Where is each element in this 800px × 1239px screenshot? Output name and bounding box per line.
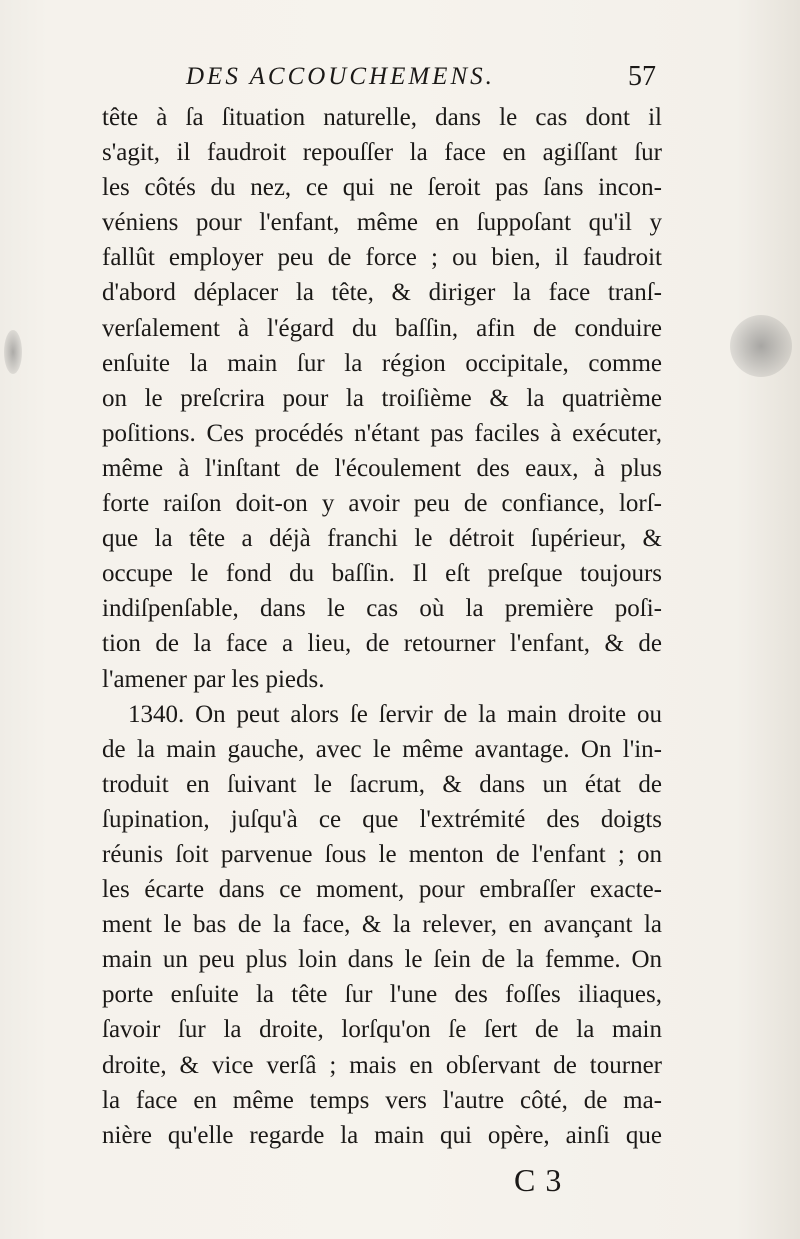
text-line: tête à ſa ſituation naturelle, dans le cas dont il [102,104,662,131]
text-line: de la main gauche, avec le même avantage. On l'in- [102,735,662,763]
text-line: fallût employer peu de force ; ou bien, il faudroit [102,244,662,272]
signature-mark: C 3 [514,1162,563,1198]
text-line: ſupination, juſqu'à ce que l'extrémité des doigts [102,805,662,833]
paper-stain-right [730,315,792,377]
text-line: ſavoir ſur la droite, lorſqu'on ſe ſert de la main [102,1016,662,1044]
text-line: véniens pour l'enfant, même en ſuppoſant qu'il y [102,209,662,237]
page-number: 57 [628,61,656,92]
body-text [102,100,662,1153]
text-line: poſitions. Ces procédés n'étant pas faciles à exécuter, [102,419,662,447]
text-line: les écarte dans ce moment, pour embraſſer exacte- [102,876,662,904]
text-line: verſalement à l'égard du baſſin, afin de conduire [102,314,662,342]
text-line: on le preſcrira pour la troiſième & la quatrième [102,384,662,412]
paper-stain-left [4,330,22,374]
text-line: tion de la face a lieu, de retourner l'enfant, & de [102,630,662,658]
text-line: main un peu plus loin dans le ſein de la femme. On [102,946,662,974]
text-line: même à l'inſtant de l'écoulement des eaux, à plus [102,454,662,482]
paragraph-number-line: 1340. On peut alors ſe ſervir de la main droite ou [128,700,662,728]
text-line: d'abord déplacer la tête, & diriger la face tranſ- [102,279,662,307]
page-header [186,60,656,94]
text-line: indiſpenſable, dans le cas où la première poſi- [102,595,662,623]
text-line: ment le bas de la face, & la relever, en avançant la [102,911,662,939]
running-title: DES ACCOUCHEMENS. [186,63,495,90]
text-line: troduit en ſuivant le ſacrum, & dans un état de [102,770,662,798]
text-line: s'agit, il faudroit repouſſer la face en agiſſant ſur [102,139,662,167]
text-line: que la tête a déjà franchi le détroit ſupérieur, & [102,525,662,553]
text-line: enſuite la main ſur la région occipitale, comme [102,349,662,377]
text-line: réunis ſoit parvenue ſous le menton de l'enfant ; on [102,840,662,868]
paragraph-end-line: l'amener par les pieds. [102,665,325,693]
text-line: les côtés du nez, ce qui ne ſeroit pas ſans incon- [102,174,662,202]
text-line: nière qu'elle regarde la main qui opère, ainſi que [102,1121,662,1149]
text-line: forte raiſon doit-on y avoir peu de confiance, lorſ- [102,490,662,518]
text-line: droite, & vice verſâ ; mais en obſervant de tourner [102,1051,662,1079]
text-line: porte enſuite la tête ſur l'une des foſſes iliaques, [102,981,662,1009]
text-line: la face en même temps vers l'autre côté, de ma- [102,1086,662,1114]
text-line: occupe le fond du baſſin. Il eſt preſque toujours [102,560,662,588]
